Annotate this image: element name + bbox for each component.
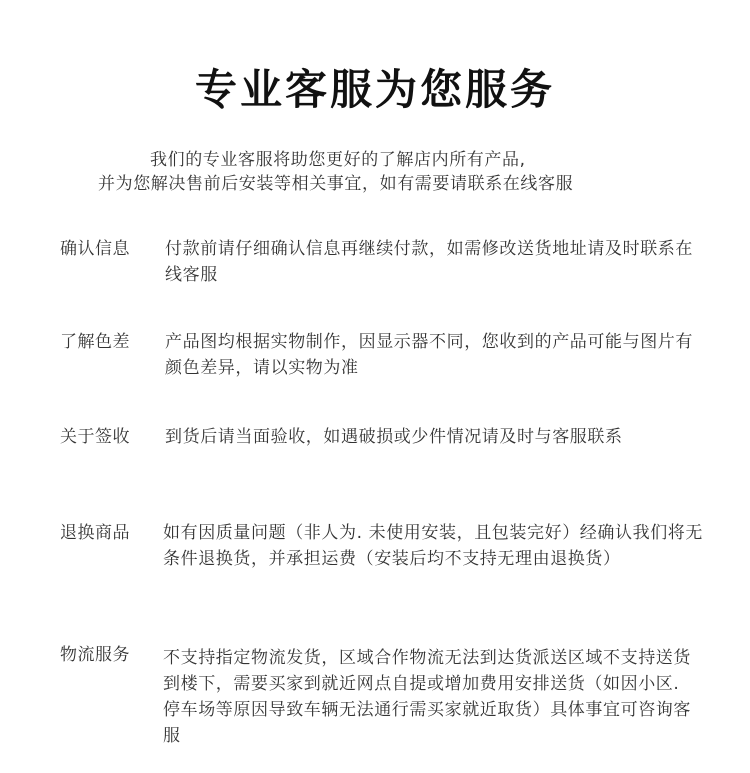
section-label: 关于签收: [60, 427, 130, 447]
section-text: 产品图均根据实物制作，因显示器不同，您收到的产品可能与图片有颜色差异，请以实物为准: [165, 332, 693, 378]
page-title: 专业客服为您服务: [194, 65, 555, 114]
section-text: 如有因质量问题（非人为. 未使用安装，且包装完好）经确认我们将无条件退换货，并承担运费（安装后均不支持无理由退换货）: [163, 523, 704, 569]
section-text: 付款前请仔细确认信息再继续付款，如需修改送货地址请及时联系在线客服: [165, 239, 693, 285]
section-label: 了解色差: [60, 332, 130, 352]
section-text: 到货后请当面验收，如遇破损或少件情况请及时与客服联系: [165, 427, 623, 447]
section-label: 物流服务: [60, 645, 130, 665]
section-label: 确认信息: [60, 239, 130, 259]
section-label: 退换商品: [60, 523, 130, 543]
intro-line-1: 我们的专业客服将助您更好的了解店内所有产品,: [150, 150, 526, 170]
intro-line-2: 并为您解决售前后安装等相关事宜，如有需要请联系在线客服: [98, 174, 574, 194]
section-text: 不支持指定物流发货，区域合作物流无法到达货派送区域不支持送货到楼下，需要买家到就近网点自提或增加费用安排送货（如因小区. 停车场等原因导致车辆无法通行需买家就近取货）具体事宜可咨询客服: [163, 648, 691, 746]
